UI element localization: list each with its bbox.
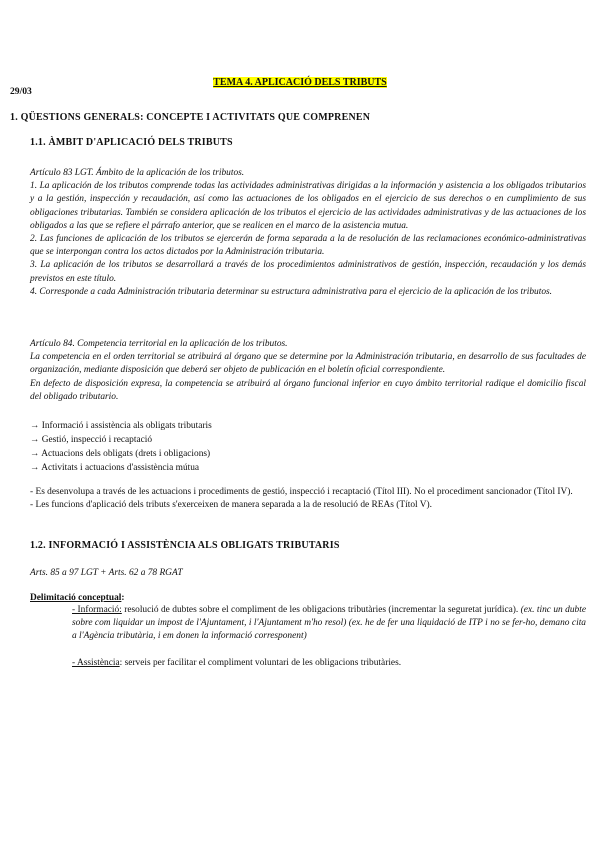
article-84-p1: La competencia en el orden territorial se atribuirá al órgano que se determine por la Administración tributaria, en desarrollo de sus facultades de organización, mediante disposición que deberá ser objeto de publicación en el boletín oficial correspondiente. — [30, 352, 586, 376]
note-2: - Les funcions d'aplicació dels tributs s'exerceixen de manera separada a la de resolució de REAs (Títol V). — [30, 500, 433, 511]
colon: : — [121, 593, 125, 603]
article-84-heading: Artículo 84. Competencia territorial en la aplicación de los tributos. — [30, 339, 288, 349]
assistance-text: : serveis per facilitar el compliment voluntari de les obligacions tributàries. — [119, 658, 402, 668]
section-1-1-heading: 1.1. ÀMBIT D'APLICACIÓ DELS TRIBUTS — [30, 137, 233, 148]
article-83-p2: 2. Las funciones de aplicación de los tributos se ejercerán de forma separada a la de resolución de las reclamaciones económico-administrativas que se interpongan contra los actos dictados por la Administración tributaria. — [30, 234, 586, 258]
list-item: → Informació i assistència als obligats tributaris — [30, 421, 212, 431]
article-83-heading: Artículo 83 LGT. Ámbito de la aplicación de los tributos. — [30, 168, 245, 178]
section-1-2-heading: 1.2. INFORMACIÓ I ASSISTÈNCIA ALS OBLIGATS TRIBUTARIS — [30, 540, 340, 551]
note-1: - Es desenvolupa a través de les actuacions i procediments de gestió, inspecció i recaptació (Títol III). No el procediment sancionador (Títol IV). — [30, 487, 573, 497]
section-1-heading: 1. QÜESTIONS GENERALS: CONCEPTE I ACTIVITATS QUE COMPRENEN — [10, 112, 371, 123]
information-definition — [72, 604, 586, 644]
title-row — [0, 72, 600, 90]
information-example: (ex. tinc un dubte sobre com liquidar un impost de l'Ajuntament, i l'Ajuntament m'ho resol) (ex. he de fer una liquidació de ITP i no se fer-ho, demano cita a l'Agència tributària, i em donen la informació corresponent) — [72, 605, 586, 642]
article-83-p4: 4. Corresponde a cada Administración tributaria determinar su estructura administrativa para el ejercicio de la aplicación de los tributos. — [30, 286, 553, 297]
conceptual-definition-label: Delimitació conceptual — [30, 593, 122, 603]
activities-list — [30, 419, 570, 475]
date: 29/03 — [10, 86, 32, 97]
notes — [30, 486, 586, 512]
assistance-definition — [72, 657, 586, 670]
list-item: → Actuacions dels obligats (drets i obligacions) — [30, 449, 211, 459]
assistance-label: - Assistència — [72, 658, 120, 668]
document-title: TEMA 4. APLICACIÓ DELS TRIBUTS — [213, 77, 387, 88]
article-83-p1: 1. La aplicación de los tributos comprende todas las actividades administrativas dirigidas a la información y asistencia a los obligados tributarios y a la gestión, inspección y recaudación, así como las actuaciones de los obligados en el ejercicio de sus derechos o en cumplimiento de sus obligaciones tributarias. También se considera aplicación de los tributos el ejercicio de las actividades administrativas y de las actuaciones de los obligados a las que se refiere el párrafo anterior, que se realicen en el marco de la asistencia mutua. — [30, 181, 586, 231]
article-84 — [30, 338, 586, 404]
information-label: - Informació: — [72, 605, 122, 615]
list-item: → Gestió, inspecció i recaptació — [30, 435, 153, 445]
list-item: → Activitats i actuacions d'assistència mútua — [30, 463, 200, 473]
articles-reference: Arts. 85 a 97 LGT + Arts. 62 a 78 RGAT — [30, 568, 183, 578]
article-84-p2: En defecto de disposición expresa, la competencia se atribuirá al órgano funcional inferior en cuyo ámbito territorial radique el domicilio fiscal del obligado tributario. — [30, 378, 586, 402]
article-83-p3: 3. La aplicación de los tributos se desarrollará a través de los procedimientos administrativos de gestión, inspección, recaudación y los demás previstos en este título. — [30, 260, 586, 284]
article-83 — [30, 167, 586, 299]
information-text: resolució de dubtes sobre el compliment de les obligacions tributàries (incrementar la seguretat jurídica). — [121, 605, 519, 615]
